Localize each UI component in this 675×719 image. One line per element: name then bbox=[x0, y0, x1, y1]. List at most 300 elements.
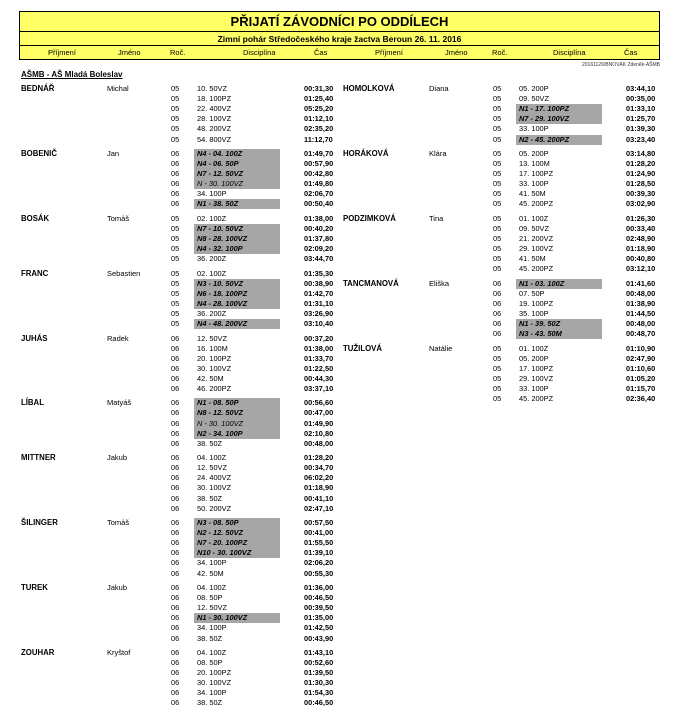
event-time: 02:10,80 bbox=[304, 428, 334, 438]
event-time: 01:43,10 bbox=[304, 647, 334, 657]
event-time: 01:15,70 bbox=[626, 383, 656, 393]
event-time: 00:48,00 bbox=[626, 319, 656, 329]
event-time: 00:48,70 bbox=[626, 329, 656, 339]
event-year: 05 bbox=[171, 268, 180, 278]
event-year: 05 bbox=[493, 213, 502, 223]
event-year: 05 bbox=[171, 104, 180, 114]
event-discipline: N7 - 29. 100VZ bbox=[519, 114, 570, 124]
event-discipline: N6 - 18. 100PZ bbox=[197, 288, 248, 298]
event-year: 05 bbox=[493, 169, 502, 179]
event-year: 06 bbox=[171, 678, 180, 688]
event-year: 05 bbox=[493, 373, 502, 383]
event-discipline: 18. 100PZ bbox=[197, 94, 232, 104]
event-discipline: N7 - 12. 50VZ bbox=[197, 169, 244, 179]
event-year: 05 bbox=[493, 363, 502, 373]
event-year: 05 bbox=[493, 134, 502, 144]
column-headers bbox=[19, 45, 660, 60]
event-time: 03:23,40 bbox=[626, 134, 656, 144]
col-header-firstname: Jméno bbox=[118, 48, 141, 57]
athlete-surname: LÍBAL bbox=[21, 398, 44, 408]
event-discipline: 29. 100VZ bbox=[519, 244, 554, 254]
athlete-firstname: Matyáš bbox=[107, 398, 132, 408]
event-year: 06 bbox=[171, 384, 180, 393]
event-time: 01:33,10 bbox=[626, 104, 656, 114]
event-discipline: N4 - 48. 200VZ bbox=[197, 319, 248, 329]
event-time: 00:43,90 bbox=[304, 633, 334, 643]
event-year: 05 bbox=[493, 84, 502, 93]
event-discipline: 22. 400VZ bbox=[197, 104, 232, 114]
event-year: 05 bbox=[171, 213, 180, 223]
event-time: 01:35,30 bbox=[304, 268, 334, 278]
event-discipline: 33. 100P bbox=[519, 124, 549, 134]
event-time: 01:39,30 bbox=[626, 124, 656, 134]
event-year: 06 bbox=[171, 363, 180, 373]
athlete-surname: TUREK bbox=[21, 583, 48, 592]
event-year: 05 bbox=[493, 264, 502, 274]
event-discipline: 19. 100PZ bbox=[519, 298, 554, 308]
event-time: 03:26,90 bbox=[304, 308, 334, 318]
event-time: 01:42,50 bbox=[304, 623, 334, 633]
event-year: 06 bbox=[493, 329, 502, 339]
event-year: 06 bbox=[171, 418, 180, 428]
event-discipline: 50. 200VZ bbox=[197, 503, 232, 513]
event-discipline: 30. 100VZ bbox=[197, 483, 232, 493]
event-time: 01:54,30 bbox=[304, 688, 334, 698]
event-year: 05 bbox=[493, 244, 502, 254]
event-year: 06 bbox=[171, 343, 180, 353]
event-time: 01:49,70 bbox=[304, 148, 334, 158]
event-discipline: N2 - 34. 100P bbox=[197, 428, 243, 438]
event-discipline: 17. 100PZ bbox=[519, 363, 554, 373]
event-time: 02:47,90 bbox=[626, 353, 656, 363]
athlete-surname: ŠILINGER bbox=[21, 518, 58, 528]
event-discipline: N7 - 20. 100PZ bbox=[197, 538, 248, 548]
event-year: 06 bbox=[171, 583, 180, 592]
event-time: 00:44,30 bbox=[304, 373, 334, 383]
event-time: 01:12,10 bbox=[304, 114, 334, 124]
event-time: 01:30,30 bbox=[304, 678, 334, 688]
event-year: 05 bbox=[493, 94, 502, 104]
event-time: 01:25,40 bbox=[304, 94, 334, 104]
event-time: 02:48,90 bbox=[626, 233, 656, 243]
event-time: 00:48,00 bbox=[304, 438, 334, 448]
athlete-surname: BEDNÁŘ bbox=[21, 84, 55, 93]
event-time: 05:25,20 bbox=[304, 104, 334, 114]
event-year: 05 bbox=[171, 254, 180, 264]
event-year: 05 bbox=[493, 124, 502, 134]
event-year: 06 bbox=[171, 528, 180, 538]
event-year: 06 bbox=[171, 568, 180, 578]
event-discipline: N8 - 12. 50VZ bbox=[197, 408, 244, 418]
event-discipline: 01. 100Z bbox=[519, 213, 549, 223]
event-year: 06 bbox=[493, 298, 502, 308]
event-time: 06:02,20 bbox=[304, 473, 334, 483]
event-year: 05 bbox=[493, 104, 502, 114]
event-time: 01:24,90 bbox=[626, 169, 656, 179]
athlete-firstname: Jakub bbox=[107, 583, 128, 592]
event-time: 01:10,90 bbox=[626, 343, 656, 353]
athlete-surname: BOSÁK bbox=[21, 213, 50, 223]
event-time: 01:49,80 bbox=[304, 179, 334, 189]
event-discipline: 34. 100P bbox=[197, 688, 227, 698]
event-time: 00:38,90 bbox=[304, 278, 334, 288]
event-year: 05 bbox=[171, 223, 180, 233]
event-time: 01:38,90 bbox=[626, 298, 656, 308]
athlete-surname: BOBENIČ bbox=[21, 148, 57, 158]
col-header-year-2: Roč. bbox=[492, 48, 508, 57]
event-discipline: 20. 100PZ bbox=[197, 668, 232, 678]
athlete-surname: JUHÁS bbox=[21, 333, 48, 343]
event-discipline: 21. 200VZ bbox=[519, 233, 554, 243]
athlete-firstname: Radek bbox=[107, 333, 129, 343]
athlete-firstname: Sebastien bbox=[107, 268, 141, 278]
event-time: 00:48,00 bbox=[626, 288, 656, 298]
athlete-firstname: Kryštof bbox=[107, 647, 131, 657]
event-discipline: 02. 100Z bbox=[197, 213, 227, 223]
event-time: 01:41,60 bbox=[626, 278, 656, 288]
event-time: 01:05,20 bbox=[626, 373, 656, 383]
event-year: 05 bbox=[171, 319, 180, 329]
event-year: 05 bbox=[493, 383, 502, 393]
event-discipline: N1 - 03. 100Z bbox=[519, 278, 565, 288]
event-year: 06 bbox=[171, 698, 180, 708]
event-year: 06 bbox=[171, 179, 180, 189]
event-discipline: N1 - 38. 50Z bbox=[197, 199, 239, 209]
event-time: 02:06,20 bbox=[304, 558, 334, 568]
event-discipline: N4 - 04. 100Z bbox=[197, 148, 243, 158]
event-year: 06 bbox=[493, 288, 502, 298]
event-time: 01:39,10 bbox=[304, 548, 334, 558]
event-time: 01:18,90 bbox=[304, 483, 334, 493]
event-discipline: 45. 200PZ bbox=[519, 264, 554, 274]
event-time: 01:25,70 bbox=[626, 114, 656, 124]
event-time: 00:35,00 bbox=[626, 94, 656, 104]
event-discipline: N8 - 28. 100VZ bbox=[197, 233, 248, 243]
event-year: 06 bbox=[171, 438, 180, 448]
event-discipline: N - 30. 100VZ bbox=[197, 179, 244, 189]
event-year: 06 bbox=[171, 518, 180, 528]
event-discipline: 36. 200Z bbox=[197, 254, 227, 264]
athlete-surname: PODZIMKOVÁ bbox=[343, 213, 396, 223]
event-year: 06 bbox=[171, 199, 180, 209]
event-discipline: N3 - 08. 50P bbox=[197, 518, 239, 528]
event-year: 05 bbox=[493, 158, 502, 168]
col-header-surname-2: Příjmení bbox=[375, 48, 403, 57]
event-year: 06 bbox=[171, 148, 180, 158]
event-discipline: 07. 50P bbox=[519, 288, 545, 298]
event-year: 05 bbox=[493, 223, 502, 233]
event-time: 00:42,80 bbox=[304, 169, 334, 179]
event-discipline: 29. 100VZ bbox=[519, 373, 554, 383]
event-discipline: 36. 200Z bbox=[197, 308, 227, 318]
event-year: 05 bbox=[493, 189, 502, 199]
event-time: 02:09,20 bbox=[304, 244, 334, 254]
event-discipline: 08. 50P bbox=[197, 657, 223, 667]
event-year: 05 bbox=[493, 148, 502, 158]
event-discipline: N1 - 17. 100PZ bbox=[519, 104, 570, 114]
event-time: 00:34,70 bbox=[304, 463, 334, 473]
event-year: 06 bbox=[171, 189, 180, 199]
event-discipline: N4 - 32. 100P bbox=[197, 244, 243, 254]
event-year: 05 bbox=[171, 94, 180, 104]
event-time: 01:22,50 bbox=[304, 363, 334, 373]
event-time: 00:33,40 bbox=[626, 223, 656, 233]
event-time: 00:47,00 bbox=[304, 408, 334, 418]
event-time: 01:39,50 bbox=[304, 668, 334, 678]
event-year: 05 bbox=[493, 343, 502, 353]
event-year: 06 bbox=[171, 158, 180, 168]
athlete-surname: HORÁKOVÁ bbox=[343, 148, 389, 158]
event-time: 01:35,00 bbox=[304, 613, 334, 623]
event-discipline: 34. 100P bbox=[197, 623, 227, 633]
event-year: 06 bbox=[493, 278, 502, 288]
event-discipline: 02. 100Z bbox=[197, 268, 227, 278]
event-year: 06 bbox=[171, 668, 180, 678]
event-year: 05 bbox=[171, 298, 180, 308]
event-discipline: 45. 200PZ bbox=[519, 199, 554, 209]
event-time: 00:46,50 bbox=[304, 593, 334, 603]
event-discipline: N1 - 08. 50P bbox=[197, 398, 239, 408]
event-discipline: 04. 100Z bbox=[197, 583, 227, 592]
event-discipline: 33. 100P bbox=[519, 179, 549, 189]
event-discipline: 28. 100VZ bbox=[197, 114, 232, 124]
athlete-surname: ZOUHAR bbox=[21, 647, 55, 657]
col-header-time: Čas bbox=[314, 48, 328, 57]
event-year: 06 bbox=[171, 408, 180, 418]
event-discipline: 12. 50VZ bbox=[197, 463, 227, 473]
event-year: 05 bbox=[171, 114, 180, 124]
col-header-discipline: Disciplína bbox=[243, 48, 276, 57]
event-year: 06 bbox=[171, 538, 180, 548]
event-time: 00:41,00 bbox=[304, 528, 334, 538]
event-discipline: 41. 50M bbox=[519, 254, 546, 264]
event-discipline: 04. 100Z bbox=[197, 647, 227, 657]
athlete-surname: HOMOLKOVÁ bbox=[343, 84, 395, 93]
event-year: 06 bbox=[493, 308, 502, 318]
event-discipline: N1 - 39. 50Z bbox=[519, 319, 561, 329]
event-discipline: 41. 50M bbox=[519, 189, 546, 199]
event-time: 00:57,50 bbox=[304, 518, 334, 528]
col-header-discipline-2: Disciplína bbox=[553, 48, 586, 57]
event-discipline: 09. 50VZ bbox=[519, 94, 549, 104]
event-discipline: 12. 50VZ bbox=[197, 603, 227, 613]
event-discipline: 35. 100P bbox=[519, 308, 549, 318]
event-discipline: 38. 50Z bbox=[197, 633, 223, 643]
event-discipline: 54. 800VZ bbox=[197, 134, 232, 144]
event-time: 01:38,00 bbox=[304, 343, 334, 353]
athlete-surname: TUŽILOVÁ bbox=[343, 343, 382, 353]
event-year: 06 bbox=[171, 453, 180, 463]
event-year: 06 bbox=[171, 647, 180, 657]
event-time: 00:41,10 bbox=[304, 493, 334, 503]
event-discipline: 42. 50M bbox=[197, 373, 224, 383]
event-discipline: 33. 100P bbox=[519, 383, 549, 393]
event-year: 06 bbox=[171, 463, 180, 473]
event-time: 01:55,50 bbox=[304, 538, 334, 548]
event-discipline: 34. 100P bbox=[197, 189, 227, 199]
event-time: 00:56,60 bbox=[304, 398, 334, 408]
event-time: 03:44,10 bbox=[626, 84, 656, 93]
event-year: 05 bbox=[493, 394, 502, 404]
event-time: 01:28,20 bbox=[626, 158, 656, 168]
athlete-firstname: Natálie bbox=[429, 343, 453, 353]
event-discipline: 38. 50Z bbox=[197, 493, 223, 503]
event-time: 00:37,20 bbox=[304, 333, 334, 343]
event-time: 01:42,70 bbox=[304, 288, 334, 298]
event-time: 00:57,90 bbox=[304, 158, 334, 168]
event-year: 06 bbox=[171, 688, 180, 698]
event-discipline: N1 - 30. 100VZ bbox=[197, 613, 248, 623]
event-year: 05 bbox=[171, 308, 180, 318]
event-year: 06 bbox=[171, 603, 180, 613]
athlete-firstname: Tomáš bbox=[107, 518, 130, 528]
event-time: 00:31,30 bbox=[304, 84, 334, 93]
event-year: 06 bbox=[493, 319, 502, 329]
event-discipline: 30. 100VZ bbox=[197, 363, 232, 373]
event-year: 06 bbox=[171, 558, 180, 568]
event-discipline: 05. 200P bbox=[519, 84, 549, 93]
event-year: 05 bbox=[493, 199, 502, 209]
event-time: 02:06,70 bbox=[304, 189, 334, 199]
event-discipline: 01. 100Z bbox=[519, 343, 549, 353]
event-discipline: 24. 400VZ bbox=[197, 473, 232, 483]
event-discipline: 38. 50Z bbox=[197, 698, 223, 708]
event-discipline: N4 - 28. 100VZ bbox=[197, 298, 248, 308]
event-time: 00:55,30 bbox=[304, 568, 334, 578]
event-time: 00:39,30 bbox=[626, 189, 656, 199]
event-time: 01:33,70 bbox=[304, 353, 334, 363]
athlete-surname: FRANC bbox=[21, 268, 49, 278]
event-discipline: 13. 100M bbox=[519, 158, 550, 168]
event-year: 06 bbox=[171, 657, 180, 667]
event-discipline: N - 30. 100VZ bbox=[197, 418, 244, 428]
event-time: 01:28,20 bbox=[304, 453, 334, 463]
col-header-year: Roč. bbox=[170, 48, 186, 57]
event-discipline: 34. 100P bbox=[197, 558, 227, 568]
event-time: 02:36,40 bbox=[626, 394, 656, 404]
event-discipline: N2 - 12. 50VZ bbox=[197, 528, 244, 538]
athlete-firstname: Tina bbox=[429, 213, 444, 223]
event-discipline: 16. 100M bbox=[197, 343, 228, 353]
event-time: 01:36,00 bbox=[304, 583, 334, 592]
event-discipline: 12. 50VZ bbox=[197, 333, 227, 343]
event-time: 00:52,60 bbox=[304, 657, 334, 667]
event-year: 05 bbox=[171, 84, 180, 93]
event-time: 01:49,90 bbox=[304, 418, 334, 428]
event-year: 06 bbox=[171, 483, 180, 493]
event-time: 00:50,40 bbox=[304, 199, 334, 209]
event-time: 03:12,10 bbox=[626, 264, 656, 274]
event-year: 06 bbox=[171, 169, 180, 179]
event-year: 06 bbox=[171, 593, 180, 603]
event-year: 05 bbox=[171, 233, 180, 243]
event-time: 00:40,80 bbox=[626, 254, 656, 264]
event-discipline: 09. 50VZ bbox=[519, 223, 549, 233]
event-year: 06 bbox=[171, 503, 180, 513]
event-discipline: N2 - 45. 200PZ bbox=[519, 134, 570, 144]
event-discipline: 38. 50Z bbox=[197, 438, 223, 448]
athlete-surname: TANCMANOVÁ bbox=[343, 278, 399, 288]
event-year: 05 bbox=[493, 353, 502, 363]
club-name: AŠMB - AŠ Mladá Boleslav bbox=[21, 70, 123, 79]
event-discipline: N3 - 43. 50M bbox=[519, 329, 562, 339]
event-discipline: 04. 100Z bbox=[197, 453, 227, 463]
event-year: 06 bbox=[171, 333, 180, 343]
event-time: 03:14,80 bbox=[626, 148, 656, 158]
event-time: 02:47,10 bbox=[304, 503, 334, 513]
athlete-surname: MITTNER bbox=[21, 453, 56, 463]
print-note: 20161126/BNOVÁK Zdeněk-AŠMB bbox=[581, 62, 660, 68]
event-year: 06 bbox=[171, 398, 180, 408]
event-time: 01:28,50 bbox=[626, 179, 656, 189]
event-discipline: N3 - 10. 50VZ bbox=[197, 278, 244, 288]
event-year: 06 bbox=[171, 373, 180, 383]
col-header-time-2: Čas bbox=[624, 48, 638, 57]
event-time: 01:18,90 bbox=[626, 244, 656, 254]
event-time: 03:10,40 bbox=[304, 319, 334, 329]
event-time: 00:40,20 bbox=[304, 223, 334, 233]
event-time: 03:37,10 bbox=[304, 384, 334, 393]
event-discipline: 46. 200PZ bbox=[197, 384, 232, 393]
event-year: 05 bbox=[171, 124, 180, 134]
athlete-firstname: Eliška bbox=[429, 278, 450, 288]
event-discipline: 30. 100VZ bbox=[197, 678, 232, 688]
event-time: 01:44,50 bbox=[626, 308, 656, 318]
event-discipline: 48. 200VZ bbox=[197, 124, 232, 134]
event-time: 11:12,70 bbox=[304, 134, 333, 144]
event-discipline: 05. 200P bbox=[519, 148, 549, 158]
event-year: 05 bbox=[171, 288, 180, 298]
event-year: 06 bbox=[171, 613, 180, 623]
col-header-surname: Příjmení bbox=[48, 48, 76, 57]
event-time: 00:46,50 bbox=[304, 698, 334, 708]
event-year: 06 bbox=[171, 623, 180, 633]
event-year: 05 bbox=[171, 278, 180, 288]
event-time: 01:37,80 bbox=[304, 233, 334, 243]
athlete-firstname: Klára bbox=[429, 148, 447, 158]
event-year: 05 bbox=[493, 179, 502, 189]
event-year: 06 bbox=[171, 493, 180, 503]
event-discipline: 05. 200P bbox=[519, 353, 549, 363]
event-year: 05 bbox=[493, 114, 502, 124]
event-time: 03:02,90 bbox=[626, 199, 656, 209]
event-time: 01:26,30 bbox=[626, 213, 656, 223]
event-discipline: 17. 100PZ bbox=[519, 169, 554, 179]
col-header-firstname-2: Jméno bbox=[445, 48, 468, 57]
athlete-firstname: Jan bbox=[107, 148, 120, 158]
event-discipline: N4 - 06. 50P bbox=[197, 158, 239, 168]
event-time: 02:35,20 bbox=[304, 124, 334, 134]
event-year: 05 bbox=[493, 233, 502, 243]
event-discipline: 10. 50VZ bbox=[197, 84, 227, 93]
event-discipline: 20. 100PZ bbox=[197, 353, 232, 363]
event-discipline: N10 - 30. 100VZ bbox=[197, 548, 252, 558]
page-title: PŘIJATÍ ZÁVODNÍCI PO ODDÍLECH bbox=[19, 11, 660, 32]
athlete-firstname: Jakub bbox=[107, 453, 128, 463]
event-year: 05 bbox=[171, 134, 180, 144]
event-discipline: 08. 50P bbox=[197, 593, 223, 603]
event-year: 06 bbox=[171, 353, 180, 363]
event-time: 03:44,70 bbox=[304, 254, 334, 264]
athlete-firstname: Tomáš bbox=[107, 213, 130, 223]
event-year: 06 bbox=[171, 633, 180, 643]
event-discipline: N7 - 10. 50VZ bbox=[197, 223, 244, 233]
event-year: 05 bbox=[493, 254, 502, 264]
event-year: 06 bbox=[171, 473, 180, 483]
event-time: 01:31,10 bbox=[304, 298, 334, 308]
event-discipline: 42. 50M bbox=[197, 568, 224, 578]
event-year: 05 bbox=[171, 244, 180, 254]
